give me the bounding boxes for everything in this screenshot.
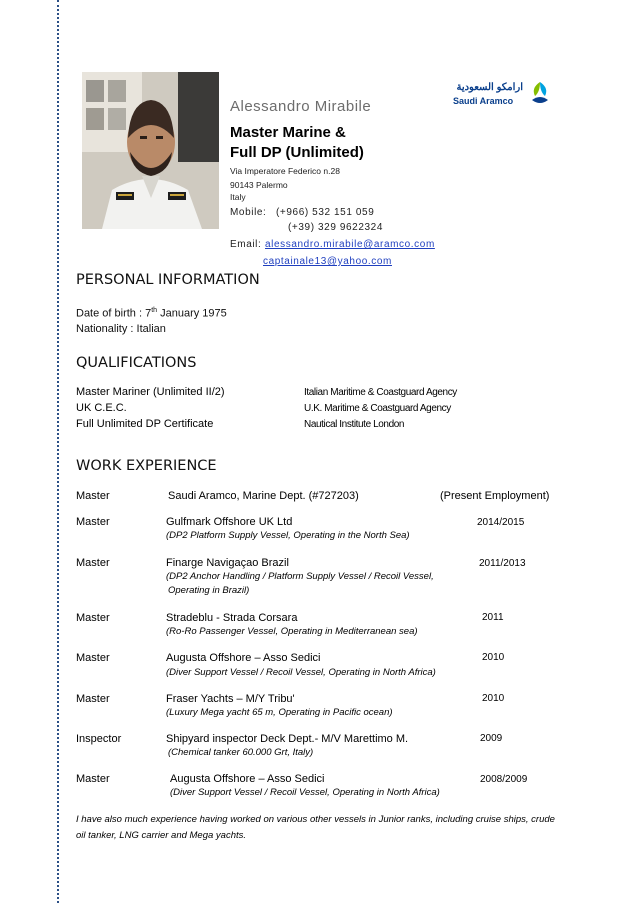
work-company: Gulfmark Offshore UK Ltd [166,516,293,528]
qualification-name: UK C.E.C. [76,402,127,414]
qualification-agency: Nautical Institute London [304,419,405,430]
work-role: Master [76,557,110,569]
job-title-line1: Master Marine & [230,124,346,141]
work-date: 2011/2013 [479,558,526,569]
company-logo [445,80,555,110]
work-detail: (Ro-Ro Passenger Vessel, Operating in Mediterranean sea) [166,626,418,637]
nationality: Nationality : Italian [76,323,166,335]
work-date: 2010 [482,652,505,663]
work-detail: (DP2 Platform Supply Vessel, Operating in the North Sea) [166,530,410,541]
work-role: Master [76,773,110,785]
address-line2: 90143 Palermo [230,180,288,190]
work-detail-continued: Operating in Brazil) [168,585,250,596]
work-role: Master [76,490,110,502]
work-role: Inspector [76,733,122,745]
work-detail: (Luxury Mega yacht 65 m, Operating in Pacific ocean) [166,707,393,718]
work-company: Saudi Aramco, Marine Dept. (#727203) [168,490,359,502]
work-date: 2009 [480,733,503,744]
work-company: Augusta Offshore – Asso Sedici [166,652,321,664]
qualification-agency: U.K. Maritime & Coastguard Agency [304,403,451,414]
qualification-name: Master Mariner (Unlimited II/2) [76,386,225,398]
work-detail: (Diver Support Vessel / Recoil Vessel, Operating in North Africa) [166,667,436,678]
work-detail: (Diver Support Vessel / Recoil Vessel, Operating in North Africa) [170,787,440,798]
work-date: (Present Employment) [440,490,550,502]
work-company: Finarge Navigaçao Brazil [166,557,289,569]
logo-arabic-text: ارامكو السعودية [456,82,523,93]
personal-info-heading: PERSONAL INFORMATION [76,272,260,288]
logo-english-text: Saudi Aramco [453,96,514,106]
work-company: Fraser Yachts – M/Y Tribu' [166,693,295,705]
date-of-birth: Date of birth : 7th January 1975 [76,307,227,320]
job-title-line2: Full DP (Unlimited) [230,144,364,161]
address-line1: Via Imperatore Federico n.28 [230,166,340,176]
mobile-label: Mobile: [230,207,267,218]
work-date: 2010 [482,693,505,704]
qualifications-heading: QUALIFICATIONS [76,355,197,371]
work-date: 2014/2015 [477,517,525,528]
address-line3: Italy [230,192,246,202]
page-margin-rule [57,0,59,903]
experience-note: I have also much experience having worked on various other vessels in Junior ranks, including cruise ships, crude oil tanker, LNG carrier and Mega yachts. [76,814,555,841]
work-experience-heading: WORK EXPERIENCE [76,458,217,474]
work-company: Shipyard inspector Deck Dept.- M/V Marettimo M. [166,733,409,745]
email-label: Email: [230,239,262,250]
work-role: Master [76,516,110,528]
qualification-name: Full Unlimited DP Certificate [76,418,214,430]
mobile-number-1: (+966) 532 151 059 [276,207,375,218]
work-detail: (Chemical tanker 60.000 Grt, Italy) [168,747,314,758]
mobile-number-2: (+39) 329 9622324 [288,222,383,233]
work-company: Stradeblu - Strada Corsara [166,612,298,624]
profile-photo [82,72,219,229]
work-company: Augusta Offshore – Asso Sedici [170,773,325,785]
email-link-2[interactable]: captainale13@yahoo.com [263,256,392,267]
work-date: 2011 [482,612,504,623]
work-role: Master [76,693,110,705]
email-link-1[interactable]: alessandro.mirabile@aramco.com [265,239,435,250]
candidate-name: Alessandro Mirabile [230,98,372,115]
work-role: Master [76,612,110,624]
aramco-emblem-icon [527,80,553,108]
work-detail: (DP2 Anchor Handling / Platform Supply Vessel / Recoil Vessel, [166,571,434,582]
qualification-agency: Italian Maritime & Coastguard Agency [304,387,457,398]
work-date: 2008/2009 [480,774,528,785]
work-role: Master [76,652,110,664]
